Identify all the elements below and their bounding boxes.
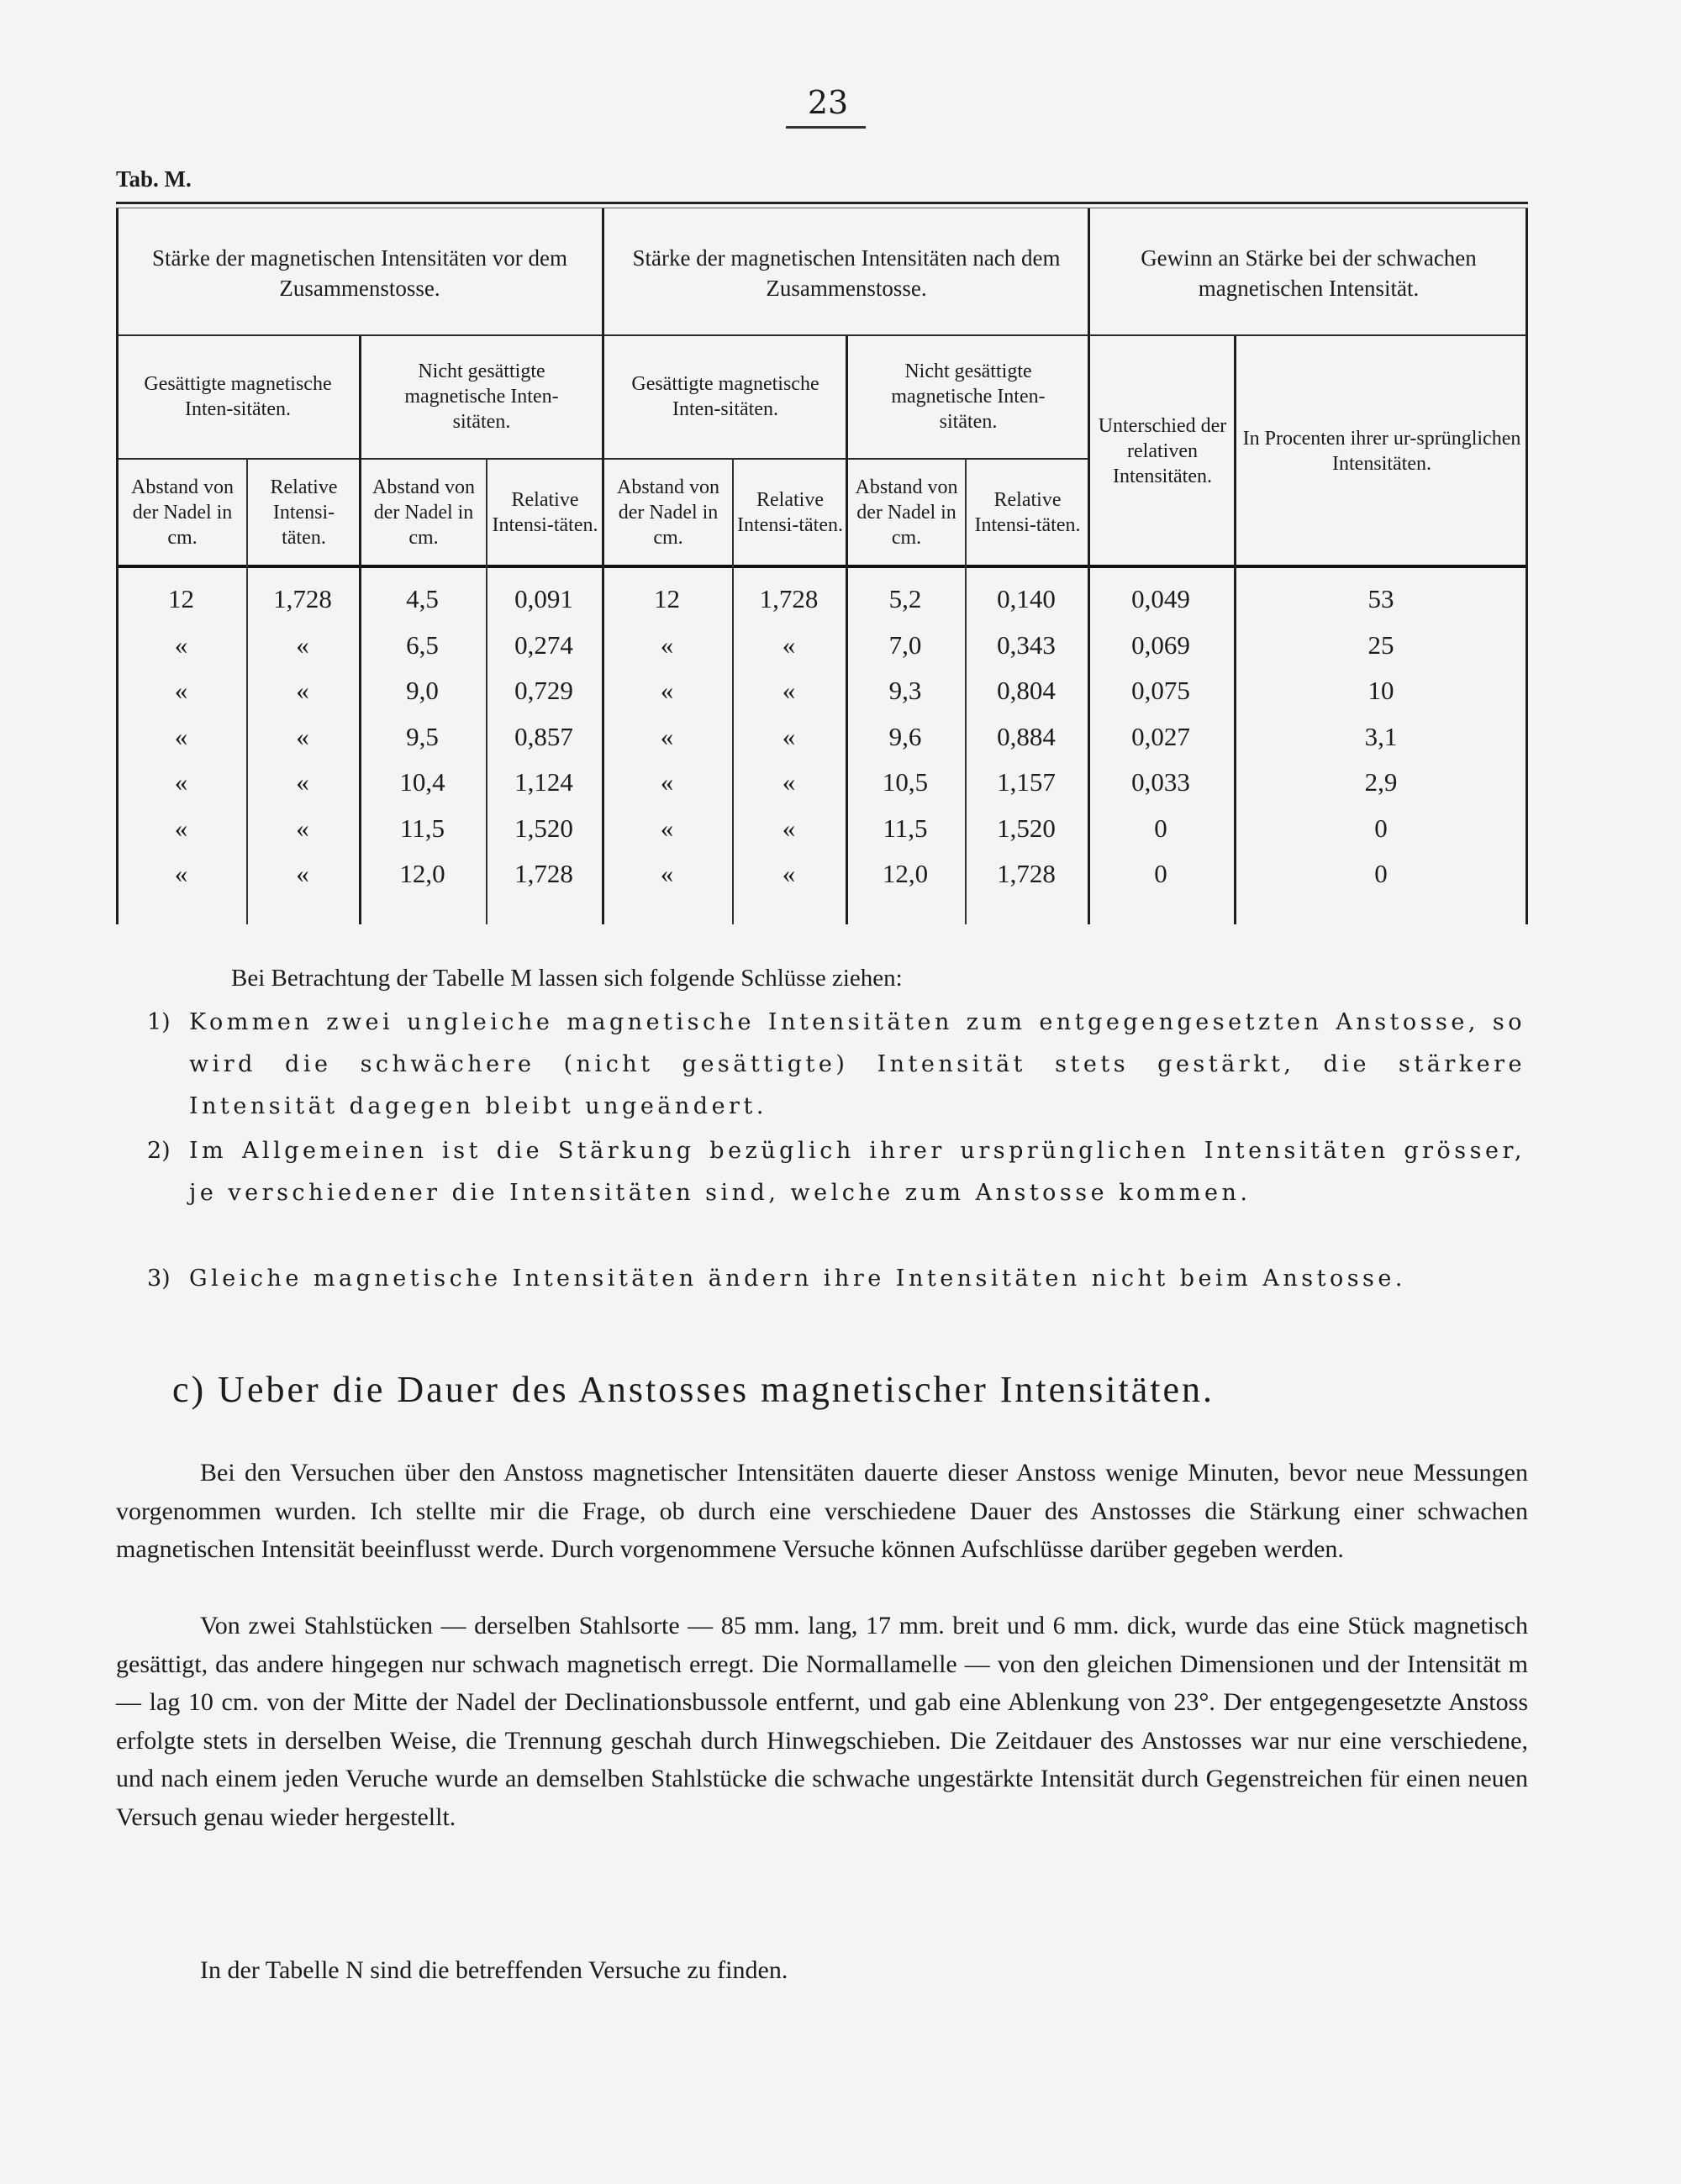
- conclusion-number: 3): [147, 1266, 171, 1292]
- table-cell: «: [296, 721, 309, 751]
- table-cell: «: [782, 859, 796, 888]
- conclusion-item: [147, 1258, 1526, 1300]
- conclusion-number: 1): [147, 1009, 171, 1035]
- sub-header-text: Gesättigte magnetische Inten-sitäten.: [144, 373, 332, 420]
- table-cell: 9,6: [888, 721, 922, 751]
- leaf-header-distance: [119, 460, 246, 565]
- table-cell: 9,3: [888, 676, 922, 705]
- table-cell: «: [660, 813, 674, 843]
- leaf-header-text: Relative Intensi-täten.: [270, 476, 338, 549]
- leaf-header-text: Abstand von der Nadel in cm.: [617, 476, 719, 549]
- table-cell: 1,728: [997, 859, 1056, 888]
- table-cell: 1,728: [759, 584, 819, 613]
- table-cell: 10,4: [399, 767, 445, 797]
- group-header-before: [116, 210, 603, 336]
- group-header-after: [603, 210, 1089, 336]
- leaf-header-relative: [735, 460, 846, 565]
- conclusion-text: Gleiche magnetische Intensitäten ändern ihre Intensitäten nicht beim Anstosse.: [189, 1266, 1406, 1292]
- table-cell: 0,343: [997, 629, 1056, 660]
- conclusions-intro: Bei Betrachtung der Tabelle M lassen sich folgende Schlüsse ziehen:: [231, 965, 903, 992]
- leaf-header-text: Abstand von der Nadel in cm.: [372, 476, 475, 549]
- leaf-header-text: Relative Intensi-täten.: [974, 488, 1081, 536]
- table-label: Tab. M.: [116, 166, 192, 192]
- sub-header-text: Nicht gesättigte magnetische Inten-sitäten.: [404, 360, 559, 433]
- body-paragraph: [116, 1951, 1528, 1990]
- leaf-header-relative: [249, 460, 359, 565]
- table-cell: «: [782, 813, 796, 843]
- conclusion-text: Kommen zwei ungleiche magnetische Intensitäten zum entgegengesetzten Anstosse, so wird die schwächere (nicht gesättigte) Intensität stets gestärkt, die stärkere Intensität dagegen bleibt ungeändert.: [189, 1009, 1526, 1119]
- table-cell: «: [782, 676, 796, 705]
- body-paragraph: [116, 1607, 1528, 1836]
- leaf-header-text: Relative Intensi-täten.: [492, 488, 598, 536]
- gain-header-percent: [1236, 338, 1528, 565]
- table-cell: 0: [1154, 813, 1167, 843]
- table-cell: «: [782, 767, 796, 797]
- leaf-header-text: Relative Intensi-täten.: [737, 488, 843, 536]
- leaf-header-text: Abstand von der Nadel in cm.: [131, 476, 234, 549]
- section-heading: c) Ueber die Dauer des Anstosses magnetischer Intensitäten.: [172, 1369, 1215, 1410]
- table-cell: 0: [1154, 859, 1167, 888]
- table-cell: 1,520: [997, 813, 1056, 843]
- table-cell: 11,5: [399, 813, 445, 843]
- table-cell: 3,1: [1364, 721, 1398, 751]
- table-cell: «: [782, 721, 796, 751]
- sub-header-saturated-before: [116, 338, 360, 455]
- table-cell: 12: [654, 584, 680, 613]
- table-cell: «: [174, 629, 188, 660]
- table-cell: 2,9: [1364, 767, 1398, 797]
- group-header-before-text: Stärke der magnetischen Intensitäten vor dem Zusammenstosse.: [151, 245, 568, 301]
- table-cell: 0,027: [1131, 721, 1190, 751]
- table-cell: 0,140: [997, 584, 1056, 613]
- table-cell: «: [296, 813, 309, 843]
- group-header-after-text: Stärke der magnetischen Intensitäten nach dem Zusammenstosse.: [632, 245, 1061, 301]
- conclusion-number: 2): [147, 1138, 171, 1164]
- header-rule-1: [116, 334, 1528, 336]
- table-cell: 1,520: [514, 813, 573, 843]
- conclusion-item: [147, 1130, 1526, 1214]
- paragraph-text: In der Tabelle N sind die betreffenden Versuche zu finden.: [200, 1956, 788, 1984]
- table-cell: «: [174, 767, 188, 797]
- table-cell: 0,274: [514, 629, 573, 660]
- table-cell: «: [296, 767, 309, 797]
- table-cell: 0: [1374, 859, 1388, 888]
- table-cell: 12,0: [882, 859, 929, 888]
- table-cell: 0,091: [514, 584, 573, 613]
- leaf-header-text: Abstand von der Nadel in cm.: [855, 476, 958, 549]
- conclusion-text: Im Allgemeinen ist die Stärkung bezüglich ihrer ursprünglichen Intensitäten grösser, je verschiedener die Intensitäten sind, welche zum Anstosse kommen.: [189, 1138, 1526, 1206]
- sub-header-unsaturated-after: [847, 338, 1089, 455]
- gain-header-text: Unterschied der relativen Intensitäten.: [1098, 415, 1227, 487]
- table-cell: 1,157: [997, 767, 1056, 797]
- table-top-rule: [116, 202, 1528, 204]
- table-cell: «: [174, 813, 188, 843]
- table-cell: «: [782, 629, 796, 660]
- sub-header-saturated-after: [603, 338, 847, 455]
- leaf-header-distance: [604, 460, 732, 565]
- paragraph-text: Bei den Versuchen über den Anstoss magnetischer Intensitäten dauerte dieser Anstoss wenige Minuten, bevor neue Messungen vorgenommen wurden. Ich stellte mir die Frage, ob durch eine verschiedene Dauer des Anstosses die Stärkung einer schwachen magnetischen Intensität beeinflusst werde. Durch vorgenommene Versuche können Aufschlüsse darüber gegeben werden.: [116, 1459, 1528, 1563]
- table-cell: 11,5: [883, 813, 928, 843]
- table-cell: 7,0: [888, 629, 922, 660]
- table-cell: «: [660, 676, 674, 705]
- table-cell: «: [296, 629, 309, 660]
- table-cell: «: [660, 767, 674, 797]
- table-cell: 0,033: [1131, 767, 1190, 797]
- table-cell: «: [174, 859, 188, 888]
- page-number-rule: [786, 126, 866, 129]
- table-cell: 10,5: [882, 767, 929, 797]
- table-cell: 1,728: [273, 584, 332, 613]
- table-cell: 4,5: [406, 584, 439, 613]
- table-cell: 0: [1374, 813, 1388, 843]
- table-cell: 0,857: [514, 721, 573, 751]
- group-header-gain-text: Gewinn an Stärke bei der schwachen magnetischen Intensität.: [1141, 245, 1477, 301]
- table-cell: 0,069: [1131, 629, 1190, 660]
- table-cell: «: [660, 721, 674, 751]
- header-bottom-rule: [116, 565, 1528, 568]
- gain-header-text: In Procenten ihrer ur-sprünglichen Intensitäten.: [1242, 428, 1521, 475]
- gain-header-difference: [1089, 338, 1236, 565]
- table-cell: 0,729: [514, 676, 573, 705]
- table-cell: 12,0: [399, 859, 445, 888]
- sub-header-unsaturated-before: [360, 338, 603, 455]
- group-header-gain: [1089, 210, 1528, 336]
- table-cell: 0,884: [997, 721, 1056, 751]
- page-number: 23: [807, 84, 849, 121]
- table-cell: «: [296, 676, 309, 705]
- leaf-header-distance: [361, 460, 486, 565]
- table-cell: 10: [1367, 676, 1394, 705]
- leaf-header-distance: [848, 460, 965, 565]
- table-cell: «: [660, 629, 674, 660]
- table-cell: «: [296, 859, 309, 888]
- table-cell: 0,804: [997, 676, 1056, 705]
- table-cell: 0,049: [1131, 584, 1190, 613]
- table-cell: 1,728: [514, 859, 573, 888]
- table-cell: 1,124: [514, 767, 573, 797]
- table-cell: «: [660, 859, 674, 888]
- table-cell: «: [174, 676, 188, 705]
- table-cell: 9,5: [406, 721, 439, 751]
- table-cell: 53: [1367, 584, 1394, 613]
- table-cell: 25: [1367, 629, 1394, 660]
- sub-header-text: Gesättigte magnetische Inten-sitäten.: [631, 373, 819, 420]
- paragraph-text: Von zwei Stahlstücken — derselben Stahlsorte — 85 mm. lang, 17 mm. breit und 6 mm. dick, wurde das eine Stück magnetisch gesättigt, das andere hingegen nur schwach magnetisch erregt. Die Normallamelle — von den gleichen Dimensionen und der Intensität m — lag 10 cm. von der Mitte der Nadel der Declinationsbussole entfernt, und gab eine Ablenkung von 23°. Der entgegengesetzte Anstoss erfolgte stets in derselben Weise, die Trennung geschah durch Hinwegschieben. Die Zeitdauer des Anstosses war nur eine verschiedene, und nach einem jeden Veruche wurde an demselben Stahlstücke die schwache ungestärkte Intensität durch Gegenstreichen für einen neuen Versuch genau wieder hergestellt.: [116, 1612, 1528, 1831]
- leaf-header-relative: [488, 460, 602, 565]
- sub-header-text: Nicht gesättigte magnetische Inten-sitäten.: [891, 360, 1046, 433]
- table-cell: 5,2: [888, 584, 922, 613]
- table-cell: 6,5: [406, 629, 439, 660]
- table-cell: «: [174, 721, 188, 751]
- table-cell: 9,0: [406, 676, 439, 705]
- conclusion-item: [147, 1002, 1526, 1128]
- body-paragraph: [116, 1454, 1528, 1569]
- table-cell: 12: [168, 584, 194, 613]
- leaf-header-relative: [967, 460, 1088, 565]
- table-cell: 0,075: [1131, 676, 1190, 705]
